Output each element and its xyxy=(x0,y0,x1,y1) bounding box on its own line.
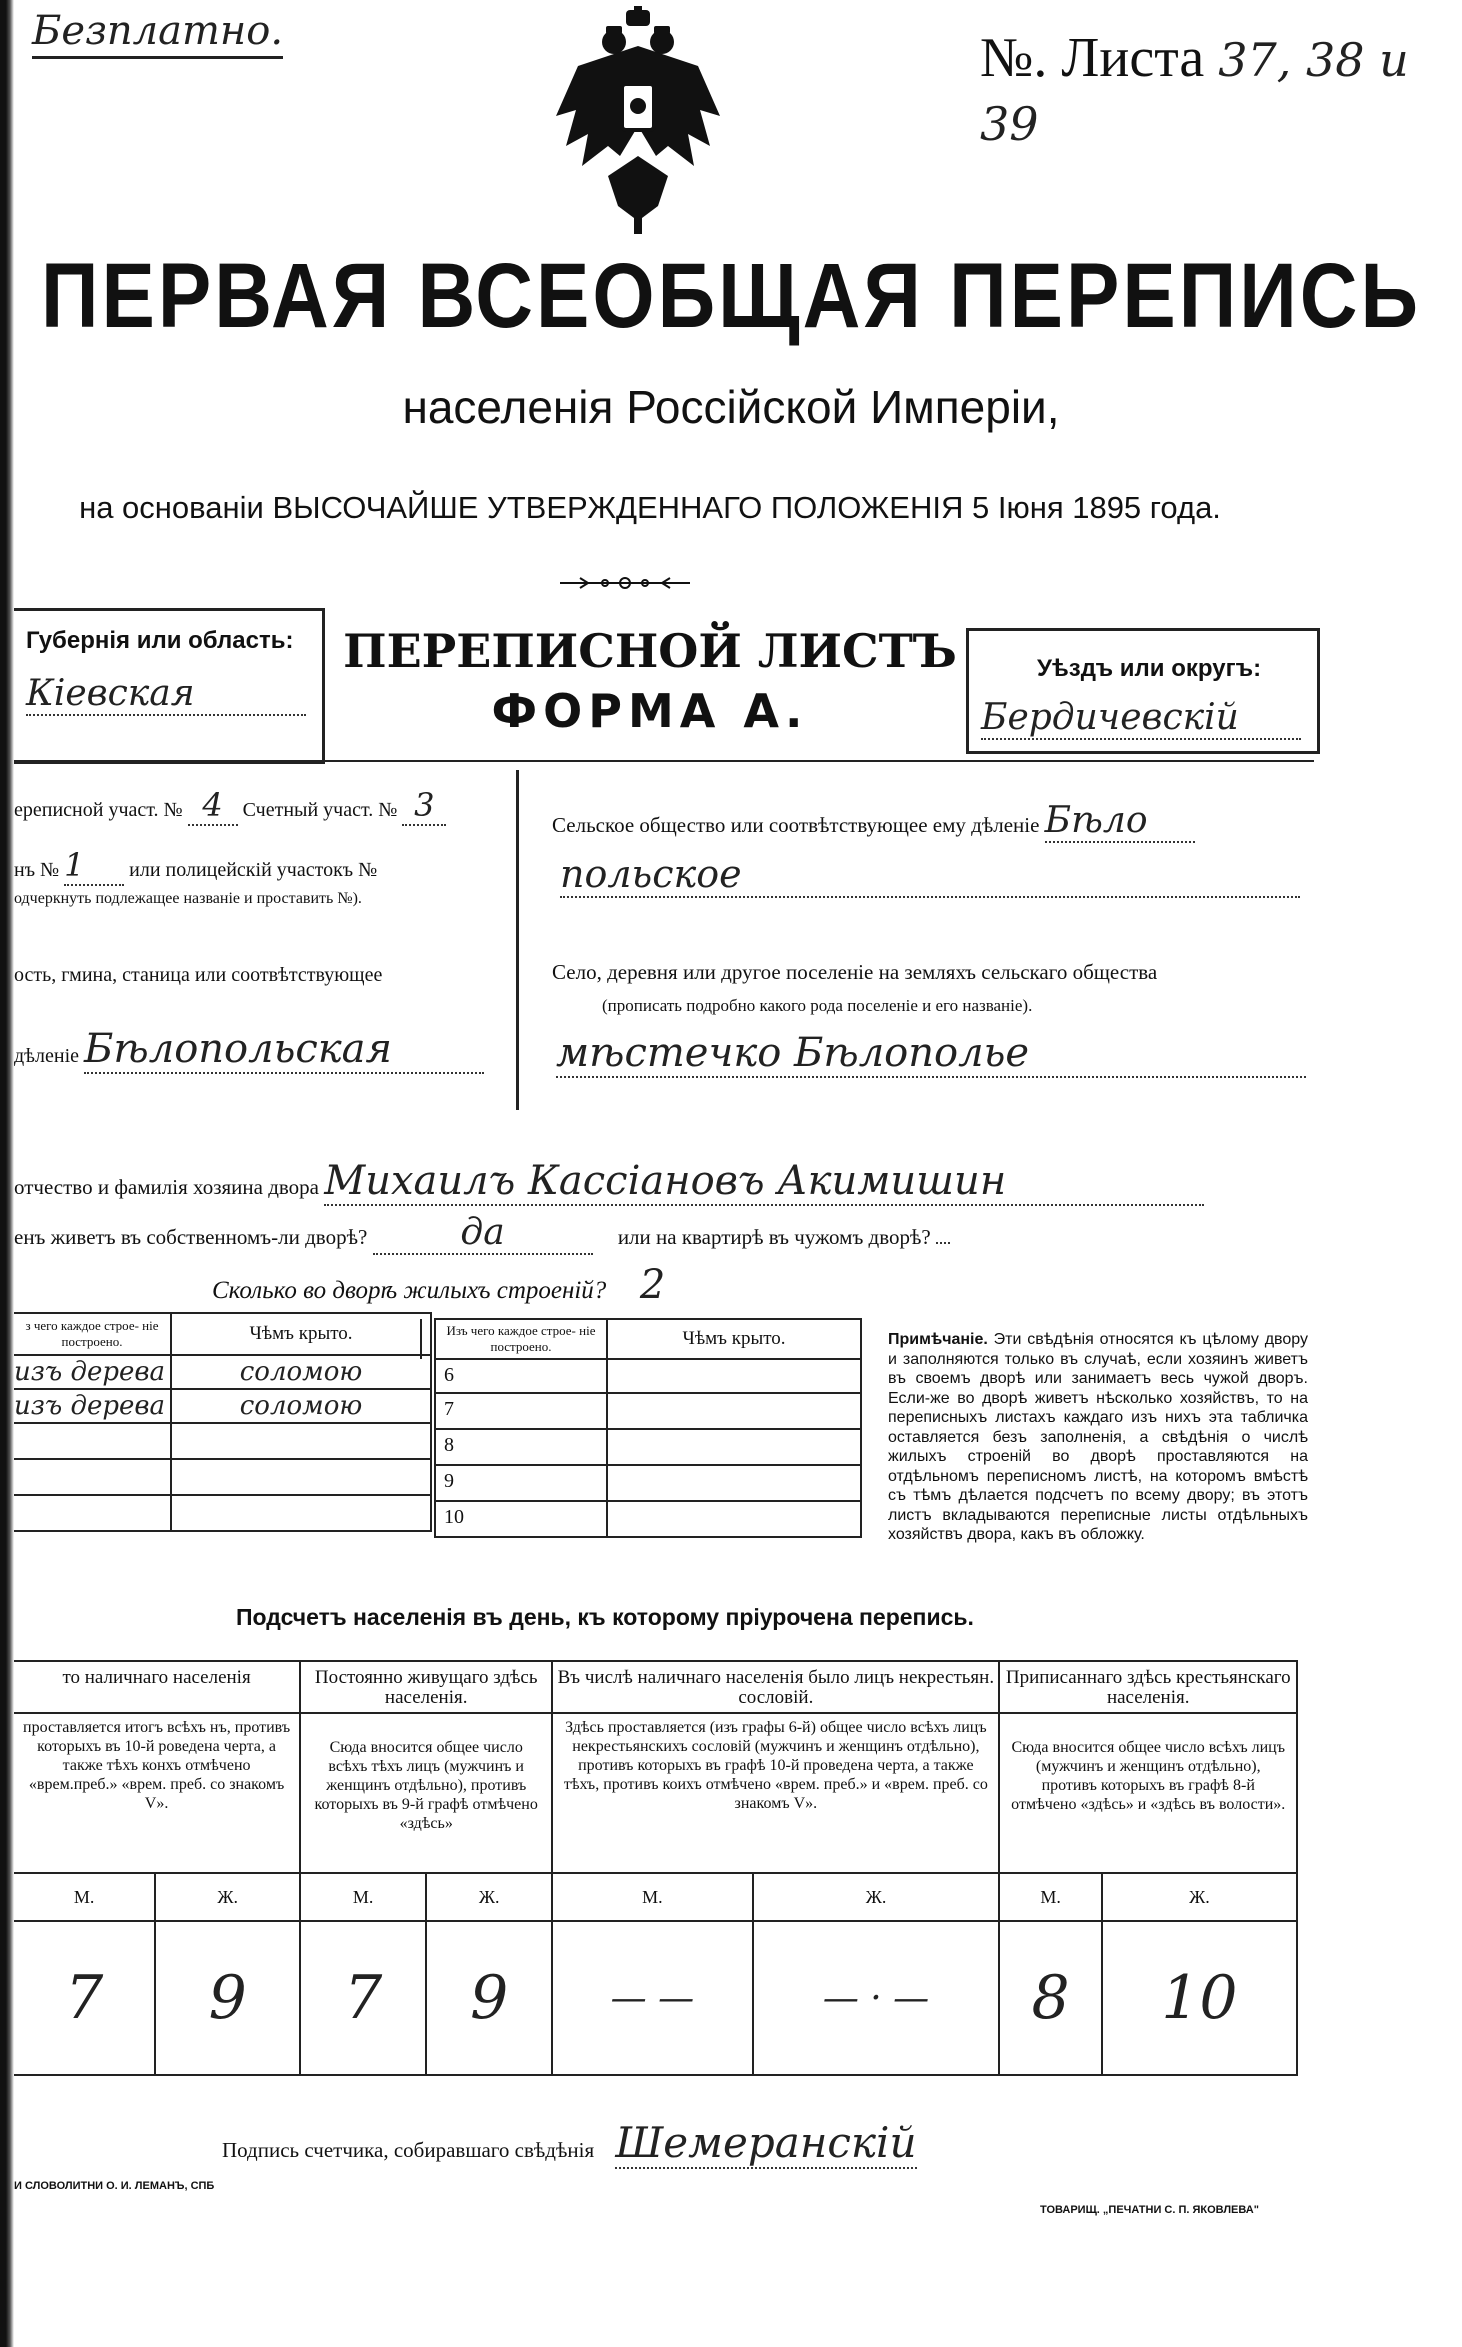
left-row-1-roof[interactable]: соломою xyxy=(171,1355,431,1389)
col1-desc: проставляется итогъ всѣхъ нъ, противъ которыхъ въ 10-й роведена черта, а также тѣхъ конхъ отмѣчено «врем.преб.» «врем. преб. со знакомъ V». xyxy=(14,1713,300,1873)
col3-f-value[interactable]: — · — xyxy=(753,1921,1000,2075)
col2-m-label: М. xyxy=(300,1873,426,1921)
left-binding-edge xyxy=(0,0,14,2347)
left-material-header: з чего каждое строе- ніе построено. xyxy=(14,1313,171,1355)
right-row-10-material[interactable] xyxy=(435,1501,607,1537)
col1-m-value[interactable]: 7 xyxy=(14,1921,155,2075)
population-title: Подсчетъ населенія въ день, къ которому пріурочена перепись. xyxy=(236,1604,974,1630)
col1-f-value[interactable]: 9 xyxy=(155,1921,300,2075)
subtitle: населенія Россійской Имперіи, xyxy=(402,381,1060,433)
sheet-number-value: 37, 38 и 39 xyxy=(980,33,1409,151)
sheet-number-label: №. Листа xyxy=(980,27,1205,89)
society-row xyxy=(552,800,1312,843)
right-row-9-material[interactable] xyxy=(435,1465,607,1501)
col1-m-label: М. xyxy=(14,1873,155,1921)
left-row-5-material[interactable] xyxy=(14,1495,171,1531)
right-num-header xyxy=(421,1319,435,1359)
society-value-1[interactable]: Бѣло xyxy=(1045,800,1195,843)
district-box xyxy=(966,628,1320,754)
imperial-eagle-emblem xyxy=(548,6,728,236)
main-title: ПЕРВАЯ ВСЕОБЩАЯ ПЕРЕПИСЬ xyxy=(41,244,1421,347)
right-row-7-num: 7 xyxy=(444,1398,454,1420)
census-section-value[interactable]: 4 xyxy=(188,786,238,826)
village-note: (прописать подробно какого рода поселеніе и его названіе). xyxy=(602,996,1033,1015)
free-label: Безплатно. xyxy=(32,8,283,59)
rented-label: или на квартирѣ въ чужомъ дворѣ? xyxy=(617,1225,931,1249)
population-table xyxy=(14,1660,1298,2076)
left-row-2-roof[interactable]: соломою xyxy=(171,1389,431,1423)
stan-value[interactable]: 1 xyxy=(64,846,124,886)
stan-label: нъ № xyxy=(14,859,60,881)
right-roof-header: Чѣмъ крыто. xyxy=(607,1319,861,1359)
buildings-value[interactable]: 2 xyxy=(639,1262,666,1308)
province-box xyxy=(14,608,325,764)
printer-left: И СЛОВОЛИТНИ О. И. ЛЕМАНЪ, СПБ xyxy=(14,2180,215,2192)
own-yard-value[interactable]: да xyxy=(373,1212,593,1255)
ornament-divider xyxy=(560,576,690,590)
column-divider xyxy=(516,770,519,1110)
right-row-8-roof[interactable] xyxy=(607,1429,861,1465)
printer-right: ТОВАРИЩ. „ПЕЧАТНИ С. П. ЯКОВЛЕВА" xyxy=(1040,2204,1259,2216)
right-row-6-roof[interactable] xyxy=(607,1359,861,1393)
col2-f-value[interactable]: 9 xyxy=(426,1921,552,2075)
sheet-number xyxy=(980,26,1462,154)
signature-label: Подпись счетчика, собиравшаго свѣдѣнія xyxy=(222,2138,595,2162)
col2-m-value[interactable]: 7 xyxy=(300,1921,426,2075)
census-section-label: ереписной участ. № xyxy=(14,799,183,821)
right-row-6-num: 6 xyxy=(444,1364,454,1386)
col4-f-label: Ж. xyxy=(1102,1873,1297,1921)
province-label: Губернія или область: xyxy=(26,627,294,654)
village-label: Село, деревня или другое поселеніе на земляхъ сельскаго общества xyxy=(552,960,1158,984)
right-material-header: Изъ чего каждое строе- ніе построено. xyxy=(435,1319,607,1359)
district-value[interactable]: Бердичевскій xyxy=(981,697,1301,740)
counting-section-label: Счетный участ. № xyxy=(242,799,398,821)
left-roof-header: Чѣмъ крыто. xyxy=(171,1313,431,1355)
society-label: Сельское общество или соотвѣтствующее ему дѣленіе xyxy=(552,813,1040,837)
underline-note: одчеркнуть подлежащее названіе и проставить №). xyxy=(14,890,362,907)
rented-value[interactable] xyxy=(936,1242,950,1244)
owner-row xyxy=(14,1158,1314,1206)
col3-m-value[interactable]: — — xyxy=(552,1921,752,2075)
own-yard-label: енъ живетъ въ собственномъ-ли дворѣ? xyxy=(14,1225,368,1249)
owner-value[interactable]: Михаилъ Кассіановъ Акимишин xyxy=(324,1158,1204,1206)
col2-f-label: Ж. xyxy=(426,1873,552,1921)
legal-basis: на основаніи ВЫСОЧАЙШЕ УТВЕРЖДЕННАГО ПОЛОЖЕНІЯ 5 Іюня 1895 года. xyxy=(79,490,1221,525)
province-value[interactable]: Кіевская xyxy=(26,673,306,716)
buildings-table-left xyxy=(14,1312,432,1532)
col4-desc: Сюда вносится общее число всѣхъ лицъ (мужчинъ и женщинъ отдѣльно), противъ которыхъ въ графѣ 8-й отмѣчено «здѣсь» и «здѣсь въ волости». xyxy=(999,1713,1297,1873)
census-section-row xyxy=(14,786,504,826)
right-row-8-num: 8 xyxy=(444,1434,454,1456)
village-value[interactable]: мѣстечко Бѣлополье xyxy=(556,1030,1306,1078)
col1-f-label: Ж. xyxy=(155,1873,300,1921)
col4-f-value[interactable]: 10 xyxy=(1102,1921,1297,2075)
left-row-3-roof[interactable] xyxy=(171,1423,431,1459)
buildings-row xyxy=(212,1262,693,1308)
society-value-2[interactable]: польское xyxy=(560,852,1300,898)
left-row-3-material[interactable] xyxy=(14,1423,171,1459)
col4-header: Приписаннаго здѣсь крестьянскаго населенія. xyxy=(999,1661,1297,1713)
owner-label: отчество и фамилія хозяина двора xyxy=(14,1175,319,1199)
stan-row xyxy=(14,846,504,886)
right-row-9-num: 9 xyxy=(444,1470,454,1492)
volost-label: ость, гмина, станица или соотвѣтствующее xyxy=(14,964,383,986)
division-label: дѣленіе xyxy=(14,1045,80,1067)
left-row-4-roof[interactable] xyxy=(171,1459,431,1495)
district-label: Уѣздъ или округъ: xyxy=(1037,655,1262,682)
buildings-table-right xyxy=(420,1318,862,1538)
counting-section-value[interactable]: 3 xyxy=(402,786,446,826)
note-block xyxy=(888,1330,1308,1545)
left-row-5-roof[interactable] xyxy=(171,1495,431,1531)
right-row-9-roof[interactable] xyxy=(607,1465,861,1501)
right-row-10-num: 10 xyxy=(444,1506,464,1528)
right-row-7-material[interactable] xyxy=(435,1393,607,1429)
col4-m-value[interactable]: 8 xyxy=(999,1921,1101,2075)
col3-desc: Здѣсь проставляется (изъ графы 6-й) общее число всѣхъ лицъ некрестьянскихъ сословій (мужчинъ и женщинъ отдѣльно), противъ которыхъ въ графѣ 10-й проведена черта, а также тѣхъ, противъ коихъ отмѣчено «врем. преб.» и «врем. преб. со знакомъ V». xyxy=(552,1713,999,1873)
signature-value[interactable]: Шемеранскій xyxy=(615,2118,917,2167)
right-row-6-material[interactable] xyxy=(435,1359,607,1393)
col1-header: то наличнаго населенія xyxy=(14,1661,300,1713)
right-row-8-material[interactable] xyxy=(435,1429,607,1465)
left-row-2-material[interactable]: изъ дерева xyxy=(14,1389,171,1423)
section-rule xyxy=(14,760,1314,762)
note-title: Примѣчаніе. xyxy=(888,1331,988,1348)
own-yard-row xyxy=(14,1212,1314,1255)
buildings-label: Сколько во дворѣ жилыхъ строеній? xyxy=(212,1277,607,1304)
division-row xyxy=(14,1026,504,1074)
col3-header: Въ числѣ наличнаго населенія было лицъ некрестьян. сословій. xyxy=(552,1661,999,1713)
right-row-7-roof[interactable] xyxy=(607,1393,861,1429)
left-row-4-material[interactable] xyxy=(14,1459,171,1495)
police-label: или полицейскій участокъ № xyxy=(129,859,378,881)
col2-header: Постоянно живущаго здѣсь населенія. xyxy=(300,1661,552,1713)
col2-desc: Сюда вносится общее число всѣхъ тѣхъ лицъ (мужчинъ и женщинъ отдѣльно), противъ которыхъ въ 9-й графѣ отмѣчено «здѣсь» xyxy=(300,1713,552,1873)
form-type: ФОРМА А. xyxy=(491,684,809,738)
form-name: ПЕРЕПИСНОЙ ЛИСТЪ xyxy=(343,624,957,678)
col4-m-label: М. xyxy=(999,1873,1101,1921)
volost-value[interactable]: Бѣлопольская xyxy=(84,1026,484,1074)
left-row-1-material[interactable]: изъ дерева xyxy=(14,1355,171,1389)
col3-m-label: М. xyxy=(552,1873,752,1921)
right-row-10-roof[interactable] xyxy=(607,1501,861,1537)
note-text: Эти свѣдѣнія относятся къ цѣлому двору и заполняются только въ случаѣ, если хозяинъ живетъ въ своемъ дворѣ или занимаетъ весь чужой дворъ. Если-же во дворѣ живетъ нѣсколько хозяйствъ, то на переписныхъ листахъ каждаго изъ нихъ эта табличка оставляется безъ заполненія, а свѣдѣнія о числѣ жилыхъ строеній во дворѣ проставляются на отдѣльномъ переписномъ листѣ, на которомъ вмѣстѣ съ тѣмъ дѣлается подсчетъ по всему двору; въ этотъ листъ вкладываются переписные листы отдѣльныхъ хозяйствъ двора, какъ въ обложку. xyxy=(888,1331,1308,1543)
col3-f-label: Ж. xyxy=(753,1873,1000,1921)
signature-row xyxy=(222,2118,917,2169)
